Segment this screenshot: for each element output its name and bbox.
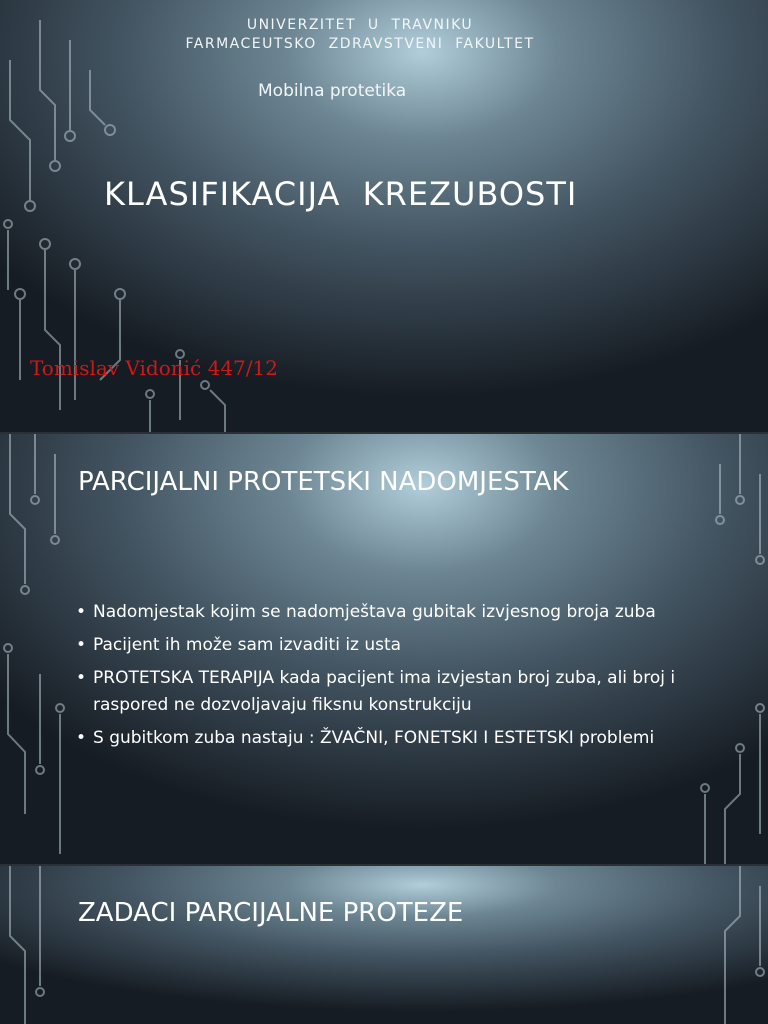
university-header	[0, 16, 720, 54]
bullet-item: • Nadomjestak kojim se nadomještava gubitak izvjesnog broja zuba	[76, 599, 696, 626]
slide-title: ZADACI PARCIJALNE PROTEZE	[78, 898, 464, 928]
subject-label: Mobilna protetika	[258, 81, 407, 101]
slide-title: KLASIFIKACIJA KREZUBOSTI	[104, 175, 578, 213]
university-name: UNIVERZITET U TRAVNIKU	[246, 17, 474, 33]
bullet-item: • S gubitkom zuba nastaju : ŽVAČNI, FONETSKI I ESTETSKI problemi	[76, 725, 696, 752]
author-label: Tomislav Vidonić 447/12	[30, 356, 278, 380]
content-slide	[0, 866, 768, 1024]
content-slide	[0, 434, 768, 864]
slide-title: PARCIJALNI PROTETSKI NADOMJESTAK	[78, 467, 569, 497]
bullet-list	[76, 599, 696, 758]
bullet-item: • Pacijent ih može sam izvaditi iz usta	[76, 632, 696, 659]
title-slide	[0, 0, 768, 432]
circuit-decoration	[0, 866, 768, 1024]
bullet-item: • PROTETSKA TERAPIJA kada pacijent ima izvjestan broj zuba, ali broj i raspored ne dozvoljavaju fiksnu konstrukciju	[76, 665, 696, 719]
faculty-name: FARMACEUTSKO ZDRAVSTVENI FAKULTET	[185, 36, 535, 52]
